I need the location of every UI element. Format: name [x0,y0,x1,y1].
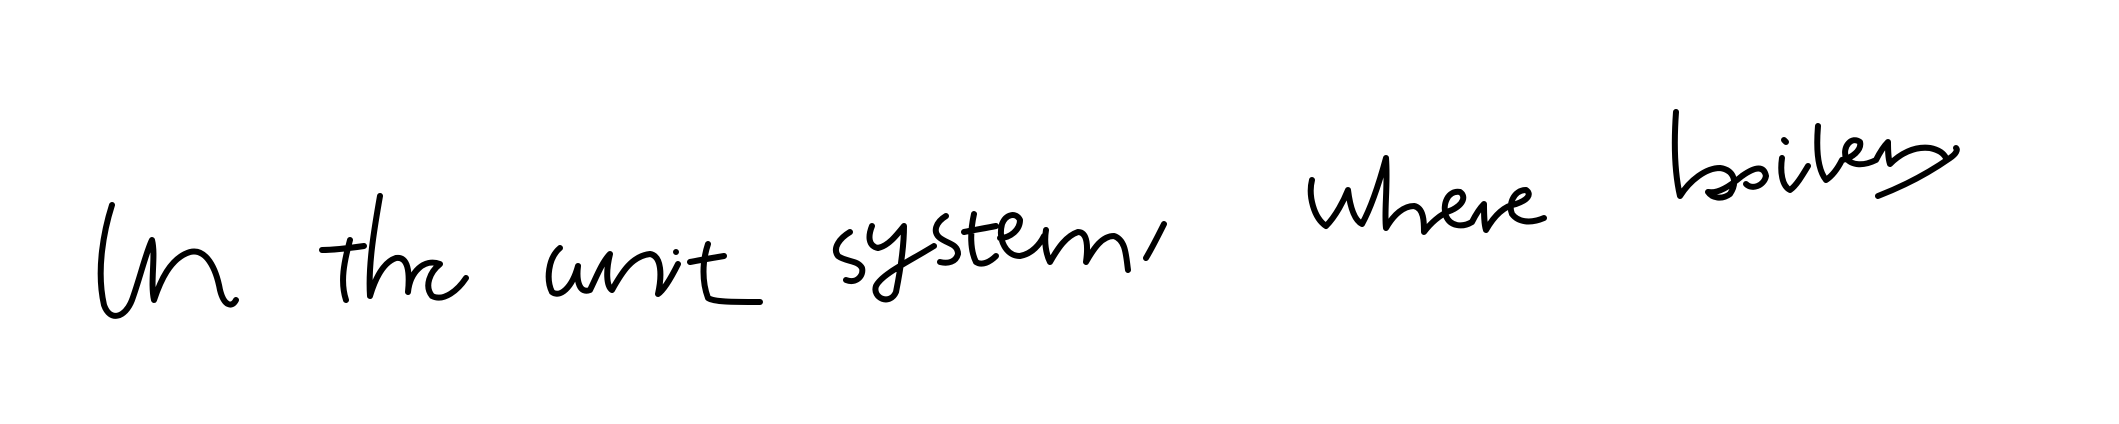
stroke-word-where [1311,158,1544,232]
stroke-word-unit [549,244,760,302]
stroke-word-boiler [1675,112,1957,198]
stroke-word-in [101,205,236,316]
stroke-word-system [836,214,1164,299]
stroke-word-the [322,196,466,300]
